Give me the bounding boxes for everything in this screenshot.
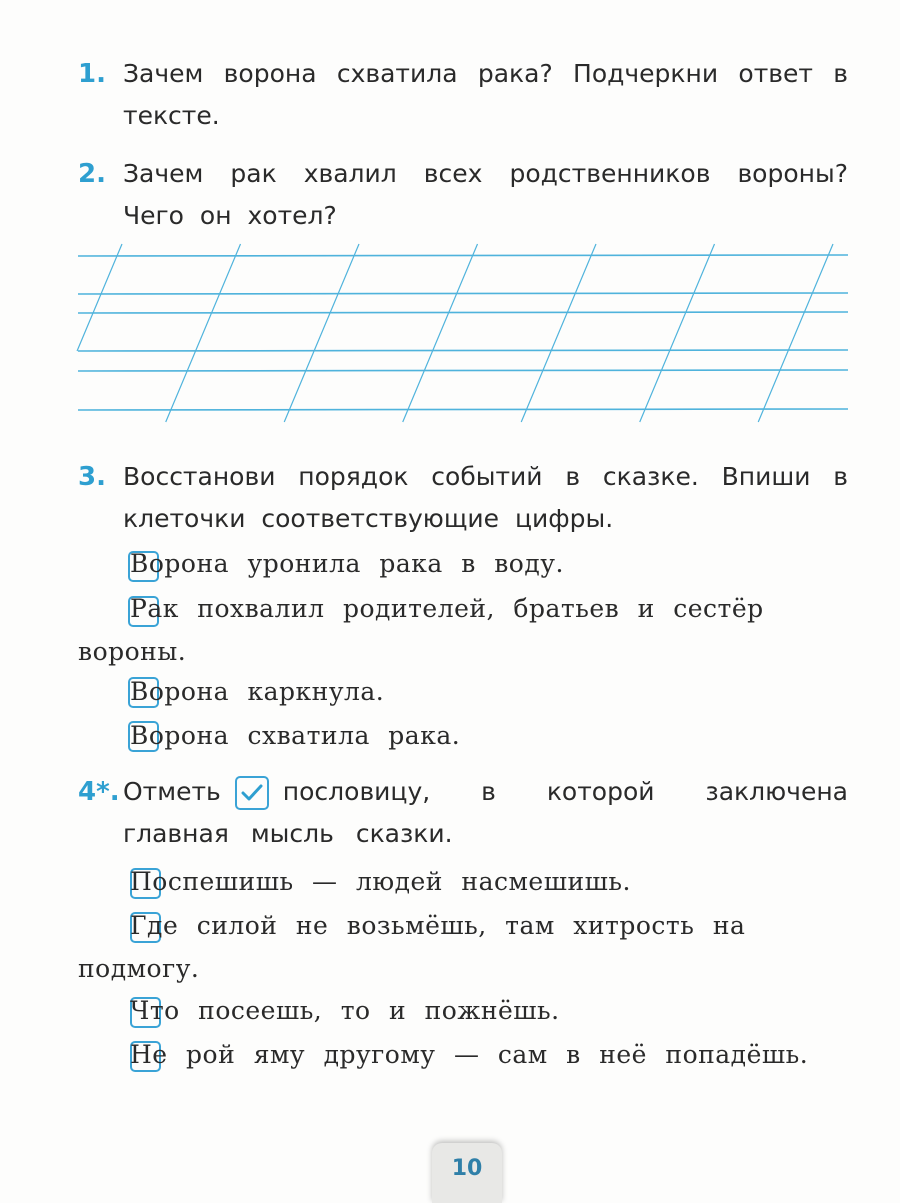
grid-slant-line xyxy=(758,244,833,422)
question-text: Зачем ворона схватила рака? Подчеркни ответ в тексте. xyxy=(123,59,848,130)
option-text: Ворона уронила рака в воду. xyxy=(130,549,564,578)
option xyxy=(128,1033,850,1076)
writing-grid[interactable] xyxy=(0,0,900,440)
grid-slant-line xyxy=(521,244,596,422)
option xyxy=(78,587,850,673)
grid-line xyxy=(78,255,848,256)
grid-line xyxy=(78,293,848,294)
option-text: Что посеешь, то и пожнёшь. xyxy=(130,996,560,1025)
option xyxy=(78,904,850,990)
option-text: Где силой не возьмёшь, там хитрость на подмогу. xyxy=(78,911,746,983)
grid-line xyxy=(78,350,848,351)
grid-slant-line xyxy=(640,244,715,422)
option-text: Поспешишь — людей насмешишь. xyxy=(130,867,631,896)
question-number: 1. xyxy=(78,59,106,89)
option xyxy=(128,714,850,757)
option xyxy=(128,670,850,713)
option-text: Не рой яму другому — сам в неё попадёшь. xyxy=(130,1040,809,1069)
grid-slant-line xyxy=(403,244,478,422)
grid-line xyxy=(78,312,848,313)
option-text: Ворона схватила рака. xyxy=(130,721,461,750)
question-number: 3. xyxy=(78,462,106,492)
page-number: 10 xyxy=(432,1143,502,1203)
grid-slant-line xyxy=(284,244,359,422)
question-number: 4*. xyxy=(78,777,120,807)
question-4 xyxy=(78,771,848,855)
question-text-after: пословицу, в которой заключена главная мысль сказки. xyxy=(123,777,848,848)
grid-slant-line xyxy=(166,244,241,422)
grid-line xyxy=(78,370,848,371)
question-number: 2. xyxy=(78,159,106,189)
option xyxy=(128,989,850,1032)
grid-line xyxy=(78,409,848,410)
grid-slant-line xyxy=(77,244,122,351)
option-text: Ворона каркнула. xyxy=(130,677,385,706)
option-text: Рак похвалил родителей, братьев и сестёр вороны. xyxy=(78,594,764,666)
option xyxy=(128,860,850,903)
question-text: Восстанови порядок событий в сказке. Впиши в клеточки соответствующие цифры. xyxy=(123,462,848,533)
question-3 xyxy=(78,456,848,540)
option xyxy=(128,542,850,585)
checkmark-box-icon xyxy=(235,776,269,810)
question-text: Зачем рак хвалил всех родственников вороны? Чего он хотел? xyxy=(123,159,848,230)
question-text-before: Отметь xyxy=(123,777,221,806)
